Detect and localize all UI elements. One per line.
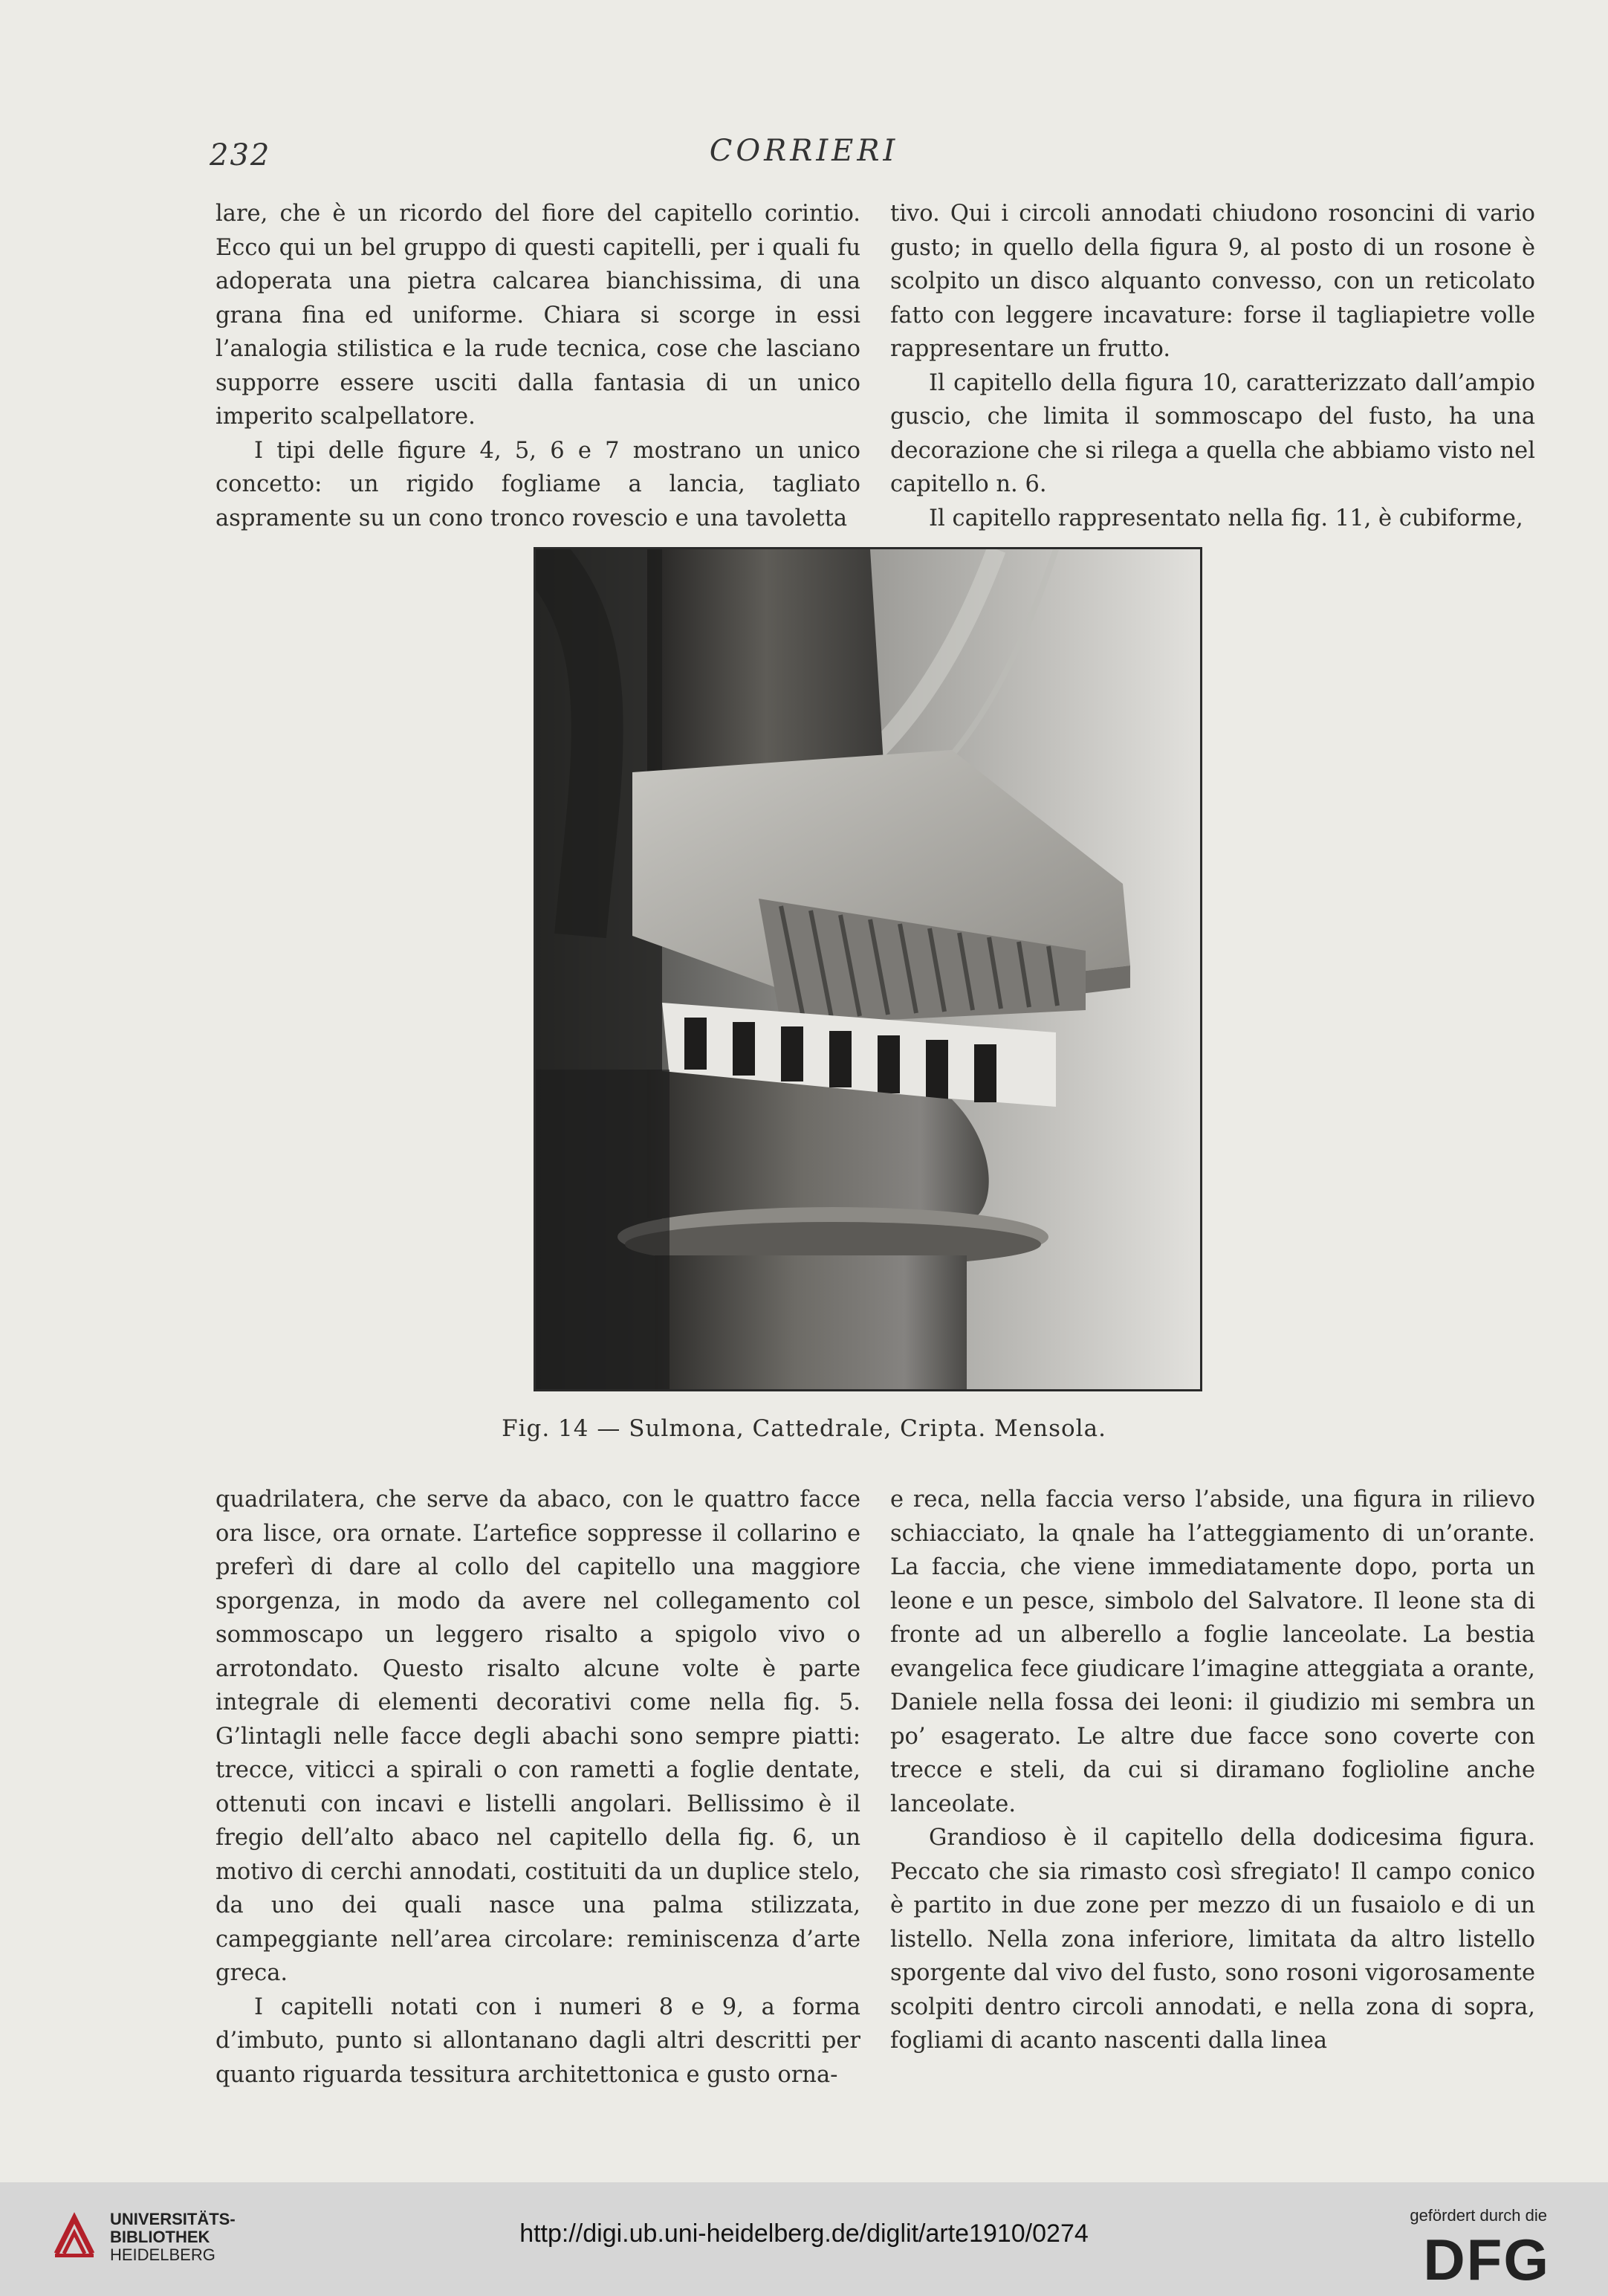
page-header [0,0,1608,193]
running-head: CORRIERI [709,134,899,168]
column-top-right [890,197,1535,535]
source-url-link[interactable]: http://digi.ub.uni-heidelberg.de/diglit/arte1910/0274 [519,2219,1089,2248]
capital-photograph [536,549,1200,1389]
paragraph: lare, che è un ricordo del fiore del capitello corintio. Ecco qui un bel gruppo di questi capitelli, per i quali fu adoperata una pietra calcarea bianchissima, di una grana fina ed uniforme. Chiara si scorge in essi l’analogia stilistica e la rude tecnica, cose che lasciano supporre essere usciti dalla fantasia di un unico imperito scalpellatore. [215,201,860,430]
library-line: UNIVERSITÄTS- [110,2210,236,2228]
page-number: 232 [210,138,271,172]
paragraph: I tipi delle figure 4, 5, 6 e 7 mostrano un unico concetto: un rigido fogliame a lancia, tagliato aspramente su un cono tronco rovescio e una tavoletta [215,437,860,531]
column-top-left [215,197,860,535]
paragraph: Il capitello della figura 10, caratterizzato dall’ampio guscio, che limita il sommoscapo del fusto, ha una decorazione che si rilega a quella che abbiamo visto nel capitello n. 6. [890,369,1535,497]
paragraph: quadrilatera, che serve da abaco, con le quattro facce ora lisce, ora ornate. L’artefice soppresse il collarino e preferì di dare al collo del capitello una maggiore sporgenza, in modo da avere nel collegamento col sommoscapo un leggero risalto a spigolo vivo o arrotondato. Questo risalto alcune volte è parte integrale di elementi decorativi come nella fig. 5. G’lintagli nelle facce degli abachi sono sempre piatti: trecce, viticci a spirali o con rametti a foglie dentate, ottenuti con incavi e listelli angolari. Bellissimo è il fregio dell’alto abaco nel capitello della fig. 6, un motivo di cerchi annodati, costituiti da un duplice stelo, da uno dei quali nasce una palma stilizzata, campeggiante nell’area circolare: reminiscenza d’arte greca. [215,1487,860,1986]
paragraph: Il capitello rappresentato nella fig. 11, è cubiforme, [929,505,1523,531]
paragraph: Grandioso è il capitello della dodicesima figura. Peccato che sia rimasto così sfregiato! Il campo conico è partito in due zone per mezzo di un fusaiolo e di un listello. Nella zona inferiore, limitata da altro listello sporgente dal vivo del fusto, sono rosoni vigorosamente scolpiti dentro circoli annodati, e nella zona di sopra, fogliami di acanto nascenti dalla linea [890,1825,1535,2054]
footer-bar [0,2182,1608,2296]
paragraph: e reca, nella faccia verso l’abside, una figura in rilievo schiacciato, la qnale ha l’atteggiamento di un’orante. La faccia, che viene immediatamente dopo, porta un leone e un pesce, simbolo del Salvatore. Il leone sta di fronte ad un alberello a foglie lanceolate. La bestia evangelica fece giudicare l’imagine atteggiata a orante, Daniele nella fossa dei leoni: il giudizio mi sembra un po’ esagerato. Le altre due facce sono coverte con trecce e steli, da cui si diramano foglioline anche lanceolate. [890,1487,1535,1817]
library-line: HEIDELBERG [110,2245,215,2264]
figure-caption: Fig. 14 — Sulmona, Cattedrale, Cripta. Mensola. [502,1415,1106,1442]
dfg-logo: DFG [1423,2227,1550,2292]
paragraph: I capitelli notati con i numeri 8 e 9, a forma d’imbuto, punto si allontanano dagli altri descritti per quanto riguarda tessitura architettonica e gusto orna- [215,1993,860,2088]
column-bottom-left [215,1483,860,2092]
column-bottom-right [890,1483,1535,2058]
library-line: BIBLIOTHEK [110,2228,210,2246]
figure-photo [534,547,1202,1391]
funded-by-label: gefördert durch die [1410,2206,1547,2225]
paragraph: tivo. Qui i circoli annodati chiudono rosoncini di vario gusto; in quello della figura 9, al posto di un rosone è scolpito un disco alquanto convesso, con un reticolato fatto con leggere incavature: forse il tagliapietre volle rappresentare un frutto. [890,201,1535,362]
